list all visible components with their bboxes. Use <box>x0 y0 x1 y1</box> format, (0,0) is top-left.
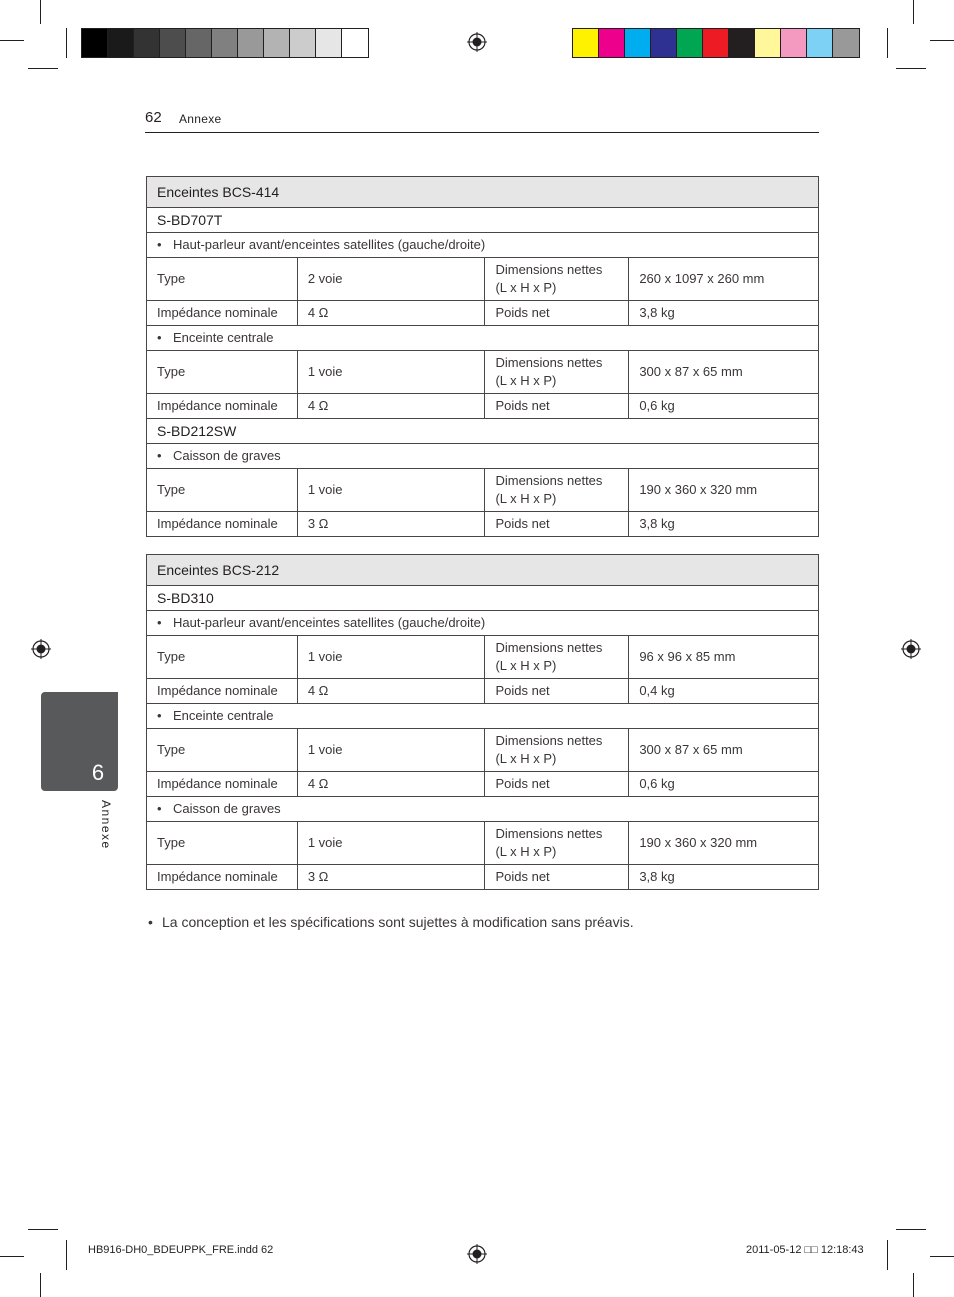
table-row: Type 2 voie Dimensions nettes (L x H x P) 260 x 1097 x 260 mm <box>147 258 819 301</box>
table-row: Type 1 voie Dimensions nettes (L x H x P) 300 x 87 x 65 mm <box>147 351 819 394</box>
chapter-number: 6 <box>91 760 105 785</box>
crop-mark <box>28 1229 58 1230</box>
bullet-icon: • <box>157 330 162 345</box>
footer-timestamp: 2011-05-12 □□ 12:18:43 <box>746 1244 864 1256</box>
bullet-icon: • <box>148 914 153 930</box>
bullet-icon: • <box>157 237 162 252</box>
color-swatch <box>108 29 134 57</box>
crop-mark <box>887 28 888 58</box>
color-swatch <box>316 29 342 57</box>
color-swatch <box>82 29 108 57</box>
footnote: • La conception et les spécifications sont sujettes à modification sans préavis. <box>148 914 634 930</box>
spec-table-bcs-414 <box>146 176 819 537</box>
crop-mark <box>930 40 954 41</box>
crop-mark <box>28 68 58 69</box>
table-row: Type 1 voie Dimensions nettes (L x H x P) 300 x 87 x 65 mm <box>147 729 819 772</box>
color-swatch <box>625 29 651 57</box>
speaker-group: • Caisson de graves <box>147 797 819 822</box>
crop-mark <box>66 28 67 58</box>
crop-mark <box>40 1273 41 1297</box>
crop-mark <box>66 1240 67 1270</box>
color-swatch <box>134 29 160 57</box>
bullet-icon: • <box>157 448 162 463</box>
model-name: S-BD212SW <box>147 419 819 444</box>
process-color-bar <box>572 28 860 58</box>
color-swatch <box>833 29 859 57</box>
color-swatch <box>781 29 807 57</box>
color-swatch <box>677 29 703 57</box>
color-swatch <box>703 29 729 57</box>
footer-filename: HB916-DH0_BDEUPPK_FRE.indd 62 <box>88 1244 274 1256</box>
color-swatch <box>160 29 186 57</box>
table-row: Type 1 voie Dimensions nettes (L x H x P) 190 x 360 x 320 mm <box>147 822 819 865</box>
crop-mark <box>930 1256 954 1257</box>
model-name: S-BD707T <box>147 208 819 233</box>
crop-mark <box>887 1240 888 1270</box>
crop-mark <box>40 0 41 24</box>
color-swatch <box>290 29 316 57</box>
table-row: Impédance nominale 4 Ω Poids net 3,8 kg <box>147 301 819 326</box>
speaker-group: • Enceinte centrale <box>147 326 819 351</box>
table-title: Enceintes BCS-414 <box>147 177 819 208</box>
table-row: Type 1 voie Dimensions nettes (L x H x P) 96 x 96 x 85 mm <box>147 636 819 679</box>
table-row: Impédance nominale 4 Ω Poids net 0,6 kg <box>147 772 819 797</box>
color-swatch <box>264 29 290 57</box>
crop-mark <box>0 1256 24 1257</box>
table-title: Enceintes BCS-212 <box>147 555 819 586</box>
speaker-group: • Haut-parleur avant/enceintes satellites (gauche/droite) <box>147 611 819 636</box>
table-row: Impédance nominale 4 Ω Poids net 0,6 kg <box>147 394 819 419</box>
spec-table-bcs-212 <box>146 554 819 890</box>
speaker-group: • Haut-parleur avant/enceintes satellites (gauche/droite) <box>147 233 819 258</box>
speaker-group: • Caisson de graves <box>147 444 819 469</box>
color-swatch <box>342 29 368 57</box>
crop-mark <box>896 1229 926 1230</box>
color-swatch <box>573 29 599 57</box>
color-swatch <box>729 29 755 57</box>
registration-target-icon <box>467 32 487 52</box>
registration-target-icon <box>901 639 921 659</box>
crop-mark <box>913 1273 914 1297</box>
color-swatch <box>651 29 677 57</box>
page-number: 62 <box>145 109 162 126</box>
chapter-label: Annexe <box>99 800 113 850</box>
color-swatch <box>599 29 625 57</box>
registration-target-icon <box>31 639 51 659</box>
bullet-icon: • <box>157 801 162 816</box>
model-name: S-BD310 <box>147 586 819 611</box>
speaker-group: • Enceinte centrale <box>147 704 819 729</box>
crop-mark <box>896 68 926 69</box>
color-swatch <box>238 29 264 57</box>
color-swatch <box>807 29 833 57</box>
table-row: Impédance nominale 4 Ω Poids net 0,4 kg <box>147 679 819 704</box>
crop-mark <box>913 0 914 24</box>
table-row: Impédance nominale 3 Ω Poids net 3,8 kg <box>147 865 819 890</box>
crop-mark <box>0 40 24 41</box>
bullet-icon: • <box>157 708 162 723</box>
color-swatch <box>212 29 238 57</box>
table-row: Impédance nominale 3 Ω Poids net 3,8 kg <box>147 512 819 537</box>
section-title: Annexe <box>179 112 222 126</box>
color-swatch <box>755 29 781 57</box>
header-rule <box>145 132 819 133</box>
color-swatch <box>186 29 212 57</box>
table-row: Type 1 voie Dimensions nettes (L x H x P) 190 x 360 x 320 mm <box>147 469 819 512</box>
bullet-icon: • <box>157 615 162 630</box>
registration-target-icon <box>467 1244 487 1264</box>
grayscale-bar <box>81 28 369 58</box>
